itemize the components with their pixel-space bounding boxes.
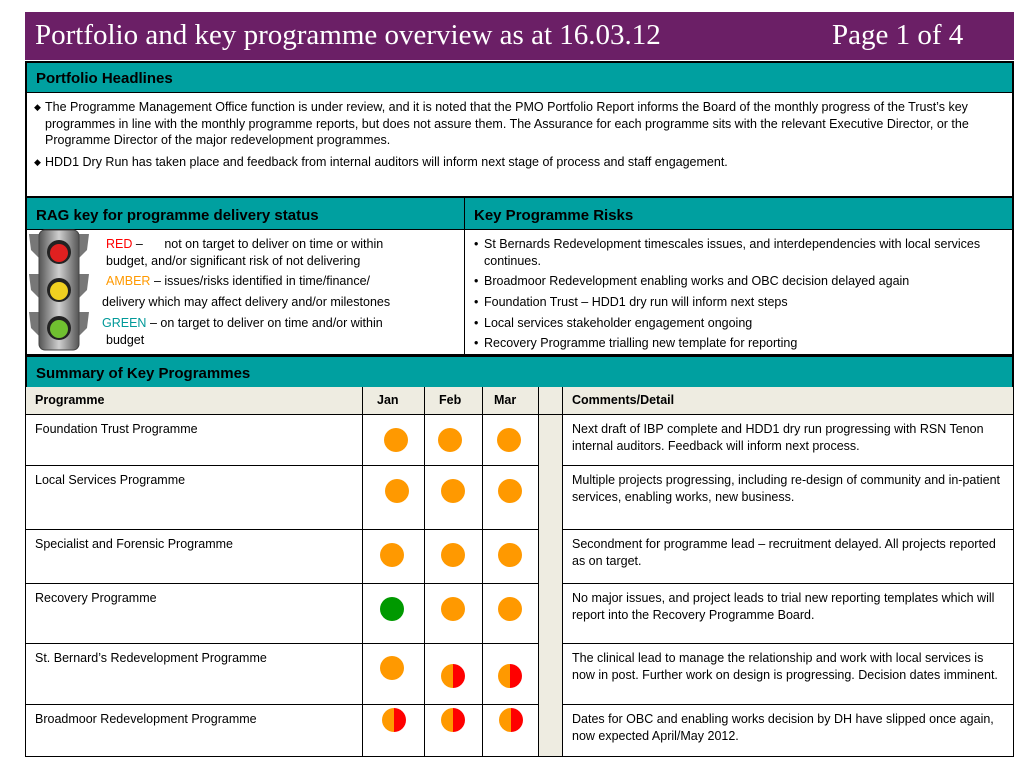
status-feb-amber-red (441, 708, 465, 732)
rag-amber-label: AMBER (106, 274, 151, 288)
column-header-mar: Mar (494, 393, 517, 407)
table-rule (25, 643, 538, 644)
table-rule (25, 756, 1014, 757)
column-header-feb: Feb (439, 393, 462, 407)
page-number: Page 1 of 4 (832, 19, 964, 51)
rag-red-line2: budget, and/or significant risk of not delivering (106, 254, 361, 268)
table-rule (562, 704, 1014, 705)
rag-key-heading: RAG key for programme delivery status (36, 207, 319, 224)
traffic-light-icon (29, 228, 89, 352)
headline-item: ◆ The Programme Management Office function is under review, and it is noted that the PMO Portfolio Report informs the Board of the monthly progress of the Trust’s key programmes in line with the monthly programme reports, but does not assure them. The Assurance for each programme sits with the relevant Executive Director, or the Programme Director of the major redevelopment programmes. (34, 100, 969, 147)
column-header-comments: Comments/Detail (572, 393, 675, 407)
summary-header (25, 355, 1014, 388)
table-rule (1013, 387, 1014, 757)
status-feb-amber (441, 597, 465, 621)
column-header-programme: Programme (35, 393, 105, 407)
programme-comment: No major issues, and project leads to trial new reporting templates which will report into the Recovery Programme Board. (572, 591, 995, 622)
bullet-icon: • (474, 295, 479, 309)
column-divider (464, 198, 465, 354)
table-rule (562, 387, 563, 757)
programme-name: Specialist and Forensic Programme (35, 537, 233, 551)
table-header-row (25, 387, 1014, 414)
rag-red-line1: RED – not on target to deliver on time or within (106, 237, 384, 251)
status-mar-amber (498, 543, 522, 567)
table-rule (25, 465, 538, 466)
headlines-section (25, 61, 1014, 198)
table-rule (538, 387, 539, 757)
status-jan-amber (384, 428, 408, 452)
programme-name: St. Bernard’s Redevelopment Programme (35, 651, 267, 665)
diamond-bullet-icon: ◆ (34, 102, 41, 112)
table-rule (362, 387, 363, 757)
programme-name: Broadmoor Redevelopment Programme (35, 712, 257, 726)
table-rule (25, 704, 538, 705)
programme-name: Local Services Programme (35, 473, 186, 487)
status-mar-amber-red (499, 708, 523, 732)
programme-comment: Dates for OBC and enabling works decision by DH have slipped once again, now expected April/May 2012. (572, 712, 994, 743)
status-feb-amber-red (441, 664, 465, 688)
bullet-icon: • (474, 316, 479, 330)
status-feb-amber (441, 543, 465, 567)
headlines-heading: Portfolio Headlines (36, 70, 173, 87)
headline-item: ◆ HDD1 Dry Run has taken place and feedback from internal auditors will inform next stage of process and staff engagement. (34, 155, 728, 169)
table-rule (562, 583, 1014, 584)
risk-item: • Foundation Trust – HDD1 dry run will inform next steps (474, 295, 788, 309)
risk-item: • Broadmoor Redevelopment enabling works and OBC decision delayed again (474, 274, 910, 288)
status-mar-amber-red (498, 664, 522, 688)
table-rule (25, 387, 26, 757)
status-feb-amber (438, 428, 462, 452)
programme-name: Foundation Trust Programme (35, 422, 198, 436)
table-rule (562, 643, 1014, 644)
rag-green-line2: budget (106, 333, 145, 347)
status-jan-green (380, 597, 404, 621)
bullet-icon: • (474, 336, 479, 350)
table-rule (424, 387, 425, 757)
summary-heading: Summary of Key Programmes (36, 365, 251, 382)
status-mar-amber (497, 428, 521, 452)
rag-green-line1: GREEN – on target to deliver on time and/or within (102, 316, 383, 330)
status-feb-amber (441, 479, 465, 503)
programme-name: Recovery Programme (35, 591, 157, 605)
table-rule (25, 583, 538, 584)
headlines-header (27, 63, 1012, 93)
status-jan-amber (380, 543, 404, 567)
programme-comment: Next draft of IBP complete and HDD1 dry run progressing with RSN Tenon internal auditors. Feedback will inform next process. (572, 422, 984, 453)
rag-amber-line2: delivery which may affect delivery and/or milestones (102, 295, 391, 309)
bullet-icon: • (474, 237, 479, 251)
rag-amber-line1: AMBER – issues/risks identified in time/finance/ (106, 274, 371, 288)
column-header-jan: Jan (377, 393, 399, 407)
programme-comment: Secondment for programme lead – recruitment delayed. All projects reported as on target. (572, 537, 996, 568)
risk-item: • Recovery Programme trialling new template for reporting (474, 336, 798, 350)
rag-green-label: GREEN (102, 316, 147, 330)
table-rule (25, 414, 1014, 415)
status-gutter (538, 387, 562, 757)
status-jan-amber (385, 479, 409, 503)
status-mar-amber (498, 479, 522, 503)
table-rule (562, 465, 1014, 466)
table-rule (25, 529, 538, 530)
status-jan-amber-red (382, 708, 406, 732)
diamond-bullet-icon: ◆ (34, 157, 41, 167)
risk-item: • St Bernards Redevelopment timescales issues, and interdependencies with local services continues. (474, 237, 981, 268)
risks-heading: Key Programme Risks (474, 207, 634, 224)
bullet-icon: • (474, 274, 479, 288)
page-title: Portfolio and key programme overview as at 16.03.12 (35, 19, 661, 51)
rag-red-label: RED (106, 237, 133, 251)
table-rule (482, 387, 483, 757)
table-rule (562, 529, 1014, 530)
risk-item: • Local services stakeholder engagement ongoing (474, 316, 753, 330)
programme-comment: Multiple projects progressing, including re-design of community and in-patient services, enabling works, new business. (572, 473, 1000, 504)
title-bar (25, 12, 1014, 60)
status-jan-amber (380, 656, 404, 680)
status-mar-amber (498, 597, 522, 621)
programme-comment: The clinical lead to manage the relationship and work with local services is now in post. Further work on design is progressing. Decision dates imminent. (572, 651, 998, 682)
